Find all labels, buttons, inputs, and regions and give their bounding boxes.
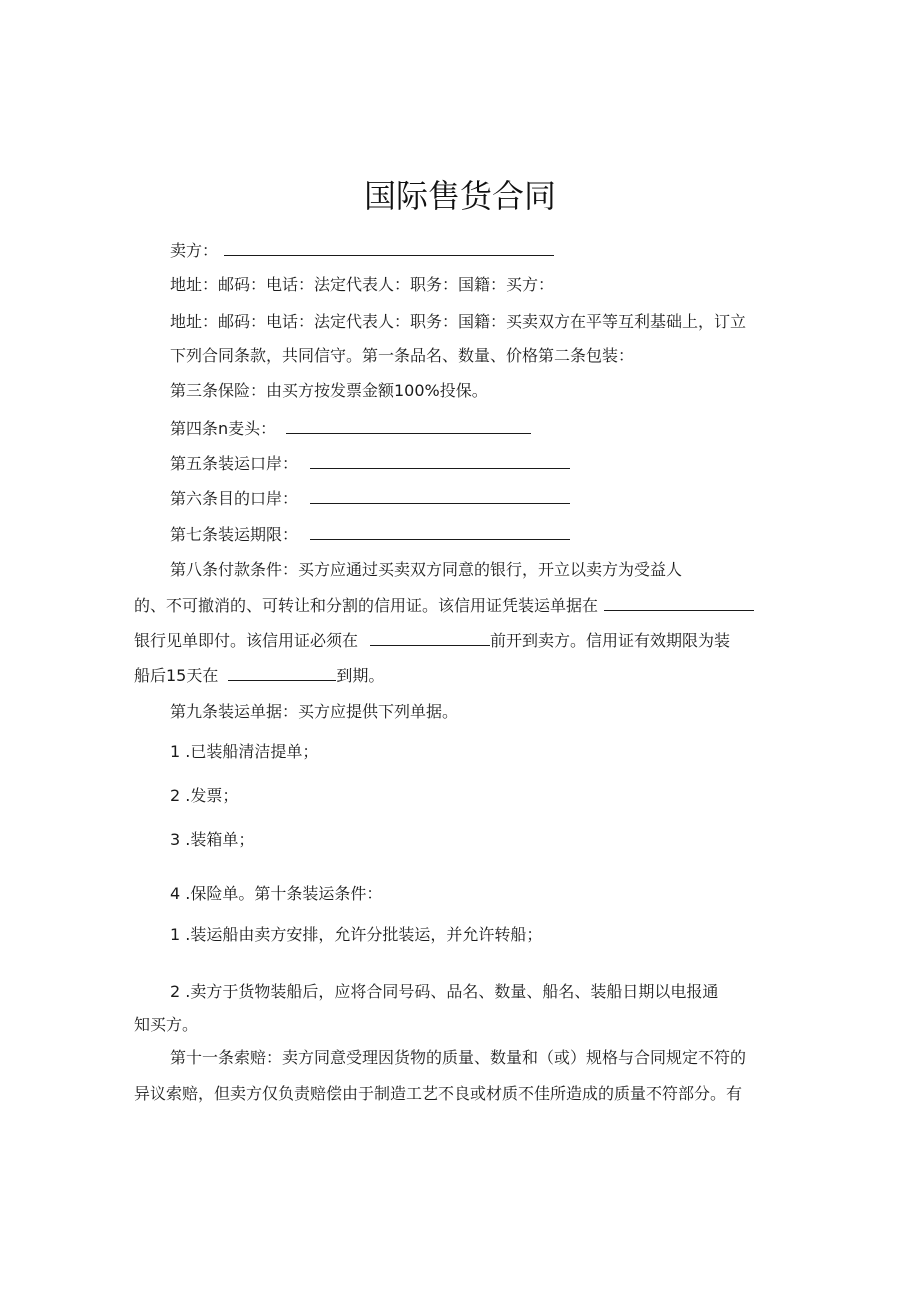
doc-item-1: 1 .已装船清洁提单； [170, 742, 319, 761]
clause-7-blank [310, 524, 570, 540]
clause-8-line-2-text: 的、不可撤消的、可转让和分割的信用证。该信用证凭装运单据在 [134, 596, 599, 615]
clause-5-blank [310, 453, 570, 469]
seller-blank [224, 240, 554, 256]
page-title: 国际售货合同 [363, 177, 556, 215]
clause-9-documents: 第九条装运单据：买方应提供下列单据。 [170, 702, 459, 721]
clause-8-line-3-text-a: 银行见单即付。该信用证必须在 [134, 631, 359, 650]
clause-7-shipment-time [170, 524, 570, 545]
clause-8-line-2 [134, 595, 754, 616]
clause-6-destination-port [170, 488, 570, 509]
seller-line [170, 240, 554, 261]
clause-11-claims: 第十一条索赔：卖方同意受理因货物的质量、数量和（或）规格与合同规定不符的 [170, 1048, 747, 1067]
shipment-item-2: 2 .卖方于货物装船后，应将合同号码、品名、数量、船名、装船日期以电报通 [170, 982, 719, 1001]
clause-8-line-3-text-b: 前开到卖方。信用证有效期限为装 [490, 631, 731, 650]
clause-4-marks [170, 418, 531, 439]
doc-item-4-clause-10: 4 .保险单。第十条装运条件： [170, 884, 383, 903]
clause-6-blank [310, 488, 570, 504]
clause-8-line-4-text-b: 到期。 [336, 666, 385, 685]
clause-8-place-blank [228, 665, 336, 681]
doc-item-2: 2 .发票； [170, 786, 239, 805]
clause-4-label: 第四条n麦头： [170, 419, 277, 438]
clause-3-insurance: 第三条保险：由买方按发票金额100%投保。 [170, 381, 488, 400]
doc-item-3: 3 .装箱单； [170, 830, 255, 849]
clause-8-line-4 [134, 665, 384, 686]
shipment-item-2-cont: 知买方。 [134, 1015, 199, 1034]
clause-5-label: 第五条装运口岸： [170, 454, 299, 473]
clause-8-line-3 [134, 630, 730, 651]
clause-8-payment: 第八条付款条件：买方应通过买卖双方同意的银行，开立以卖方为受益人 [170, 560, 683, 579]
shipment-item-1: 1 .装运船由卖方安排，允许分批装运，并允许转船； [170, 925, 543, 944]
address-line-2: 地址：邮码：电话：法定代表人：职务：国籍：买卖双方在平等互利基础上，订立 [170, 312, 747, 331]
clause-4-blank [286, 418, 531, 434]
clause-7-label: 第七条装运期限： [170, 525, 299, 544]
clause-8-date-blank [370, 630, 490, 646]
clause-8-line-4-text-a: 船后15天在 [134, 666, 219, 685]
text-line-terms: 下列合同条款，共同信守。第一条品名、数量、价格第二条包装： [170, 346, 635, 365]
address-line-1: 地址：邮码：电话：法定代表人：职务：国籍：买方： [170, 275, 555, 294]
clause-5-loading-port [170, 453, 570, 474]
clause-11-line-2: 异议索赔，但卖方仅负责赔偿由于制造工艺不良或材质不佳所造成的质量不符部分。有 [134, 1084, 743, 1103]
clause-8-bank-blank [604, 595, 754, 611]
seller-label: 卖方： [170, 241, 219, 260]
clause-6-label: 第六条目的口岸： [170, 489, 299, 508]
